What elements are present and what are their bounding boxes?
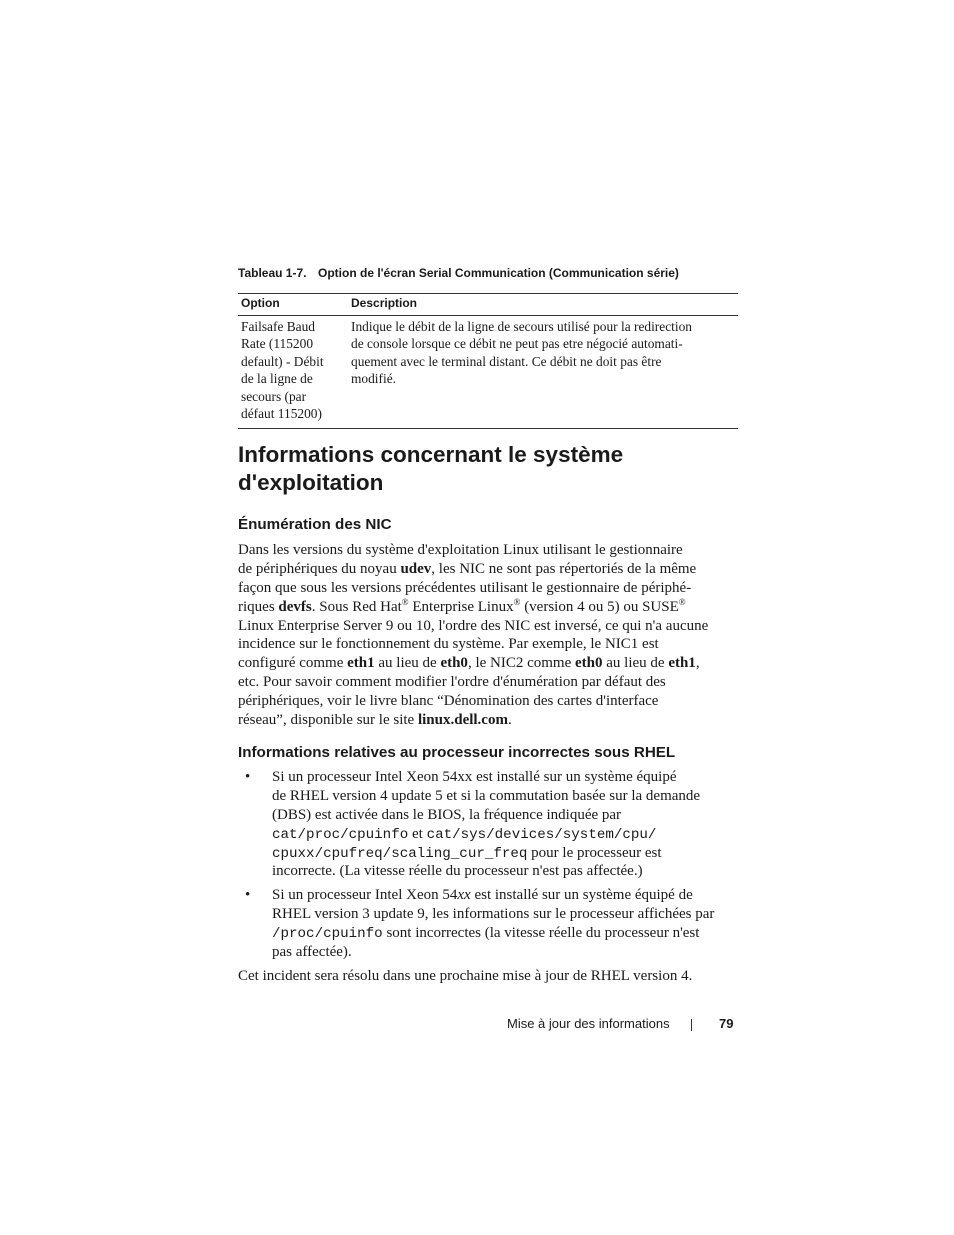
text-line: cat/proc/cpuinfo et cat/sys/devices/system/cpu/ <box>272 825 657 843</box>
section-title-line: Informations concernant le système <box>238 442 624 467</box>
text-line: de périphériques du noyau udev, les NIC ne sont pas répertoriés de la même <box>238 560 697 577</box>
cpu-subheading: Informations relatives au processeur incorrectes sous RHEL <box>238 744 676 761</box>
table-caption <box>238 266 679 280</box>
xx-term: xx <box>457 887 471 903</box>
udev-term: udev <box>400 560 432 577</box>
text-line: /proc/cpuinfo sont incorrectes (la vitesse réelle du processeur n'est <box>272 924 700 942</box>
table-row <box>238 316 738 429</box>
footer-section-title: Mise à jour des informations <box>507 1016 670 1031</box>
text-line: Dans les versions du système d'exploitation Linux utilisant le gestionnaire <box>238 542 683 558</box>
option-line: secours (par <box>241 388 307 404</box>
table-caption-number: Tableau 1-7. <box>238 266 307 280</box>
text-line: riques devfs. Sous Red Hat® Enterprise Linux® (version 4 ou 5) ou SUSE® <box>238 596 686 615</box>
eth-term: eth1 <box>347 655 375 672</box>
closing-paragraph: Cet incident sera résolu dans une prochaine mise à jour de RHEL version 4. <box>238 968 693 984</box>
description-line: Indique le débit de la ligne de secours utilisé pour la redirection <box>351 319 692 334</box>
text-line: Si un processeur Intel Xeon 54xx est installé sur un système équipé <box>272 769 677 785</box>
text-line: RHEL version 3 update 9, les informations sur le processeur affichées par <box>272 905 715 922</box>
eth-term: eth0 <box>440 655 468 672</box>
eth-term: eth0 <box>575 655 603 672</box>
devfs-term: devfs <box>278 598 312 615</box>
option-cell <box>238 316 348 429</box>
code-path: /proc/cpuinfo <box>272 925 383 942</box>
list-item <box>238 886 738 962</box>
eth-term: eth1 <box>668 655 696 672</box>
option-line: de la ligne de <box>241 371 313 387</box>
text-line: cpuxx/cpufreq/scaling_cur_freq pour le processeur est <box>272 844 662 862</box>
table-header-row <box>238 294 738 316</box>
code-path: cat/sys/devices/system/cpu/ <box>426 826 657 843</box>
page-number: 79 <box>719 1016 734 1031</box>
description-line: modifié. <box>351 371 396 387</box>
text-line: etc. Pour savoir comment modifier l'ordre d'énumération par défaut des <box>238 674 666 691</box>
option-line: Rate (115200 <box>241 336 314 352</box>
nic-paragraph <box>238 541 738 730</box>
text-line: Linux Enterprise Server 9 ou 10, l'ordre des NIC est inversé, ce qui n'a aucune <box>238 617 709 634</box>
column-header-description: Description <box>348 294 738 316</box>
text-line: configuré comme eth1 au lieu de eth0, le NIC2 comme eth0 au lieu de eth1, <box>238 655 700 672</box>
text-line: réseau”, disponible sur le site linux.dell.com. <box>238 712 512 729</box>
column-header-option: Option <box>238 294 348 316</box>
text-line: de RHEL version 4 update 5 et si la commutation basée sur la demande <box>272 787 701 804</box>
option-line: default) - Débit <box>241 353 324 369</box>
text-line: incidence sur le fonctionnement du système. Par exemple, le NIC1 est <box>238 636 659 653</box>
text-line: périphériques, voir le livre blanc “Dénomination des cartes d'interface <box>238 693 659 710</box>
bullet-icon: • <box>245 769 251 785</box>
table-caption-title: Option de l'écran Serial Communication (Communication série) <box>318 266 679 280</box>
serial-communication-table <box>238 293 738 429</box>
text-line: incorrecte. (La vitesse réelle du processeur n'est pas affectée.) <box>272 863 643 880</box>
option-line: Failsafe Baud <box>241 319 316 334</box>
registered-mark: ® <box>513 596 521 607</box>
footer-divider <box>691 1019 692 1031</box>
description-line: quement avec le terminal distant. Ce débit ne doit pas être <box>351 353 662 369</box>
section-title-line: d'exploitation <box>238 470 384 495</box>
text-line: façon que sous les versions précédentes utilisant le gestionnaire de périphé- <box>238 579 692 596</box>
description-cell <box>348 316 738 429</box>
registered-mark: ® <box>678 596 686 607</box>
text-line: (DBS) est activée dans le BIOS, la fréquence indiquée par <box>272 806 622 823</box>
text-line: Si un processeur Intel Xeon 54xx est installé sur un système équipé de <box>272 887 693 903</box>
bullet-icon: • <box>245 887 251 903</box>
text-line: pas affectée). <box>272 943 352 960</box>
description-line: de console lorsque ce débit ne peut pas etre négocié automati- <box>351 336 683 352</box>
registered-mark: ® <box>401 596 409 607</box>
code-path: cpuxx/cpufreq/scaling_cur_freq <box>272 845 528 862</box>
list-item <box>238 768 738 881</box>
dell-linux-link[interactable]: linux.dell.com <box>417 712 508 729</box>
option-line: défaut 115200) <box>241 406 322 422</box>
section-title <box>238 441 758 497</box>
code-path: cat/proc/cpuinfo <box>272 826 409 843</box>
nic-subheading: Énumération des NIC <box>238 516 392 533</box>
